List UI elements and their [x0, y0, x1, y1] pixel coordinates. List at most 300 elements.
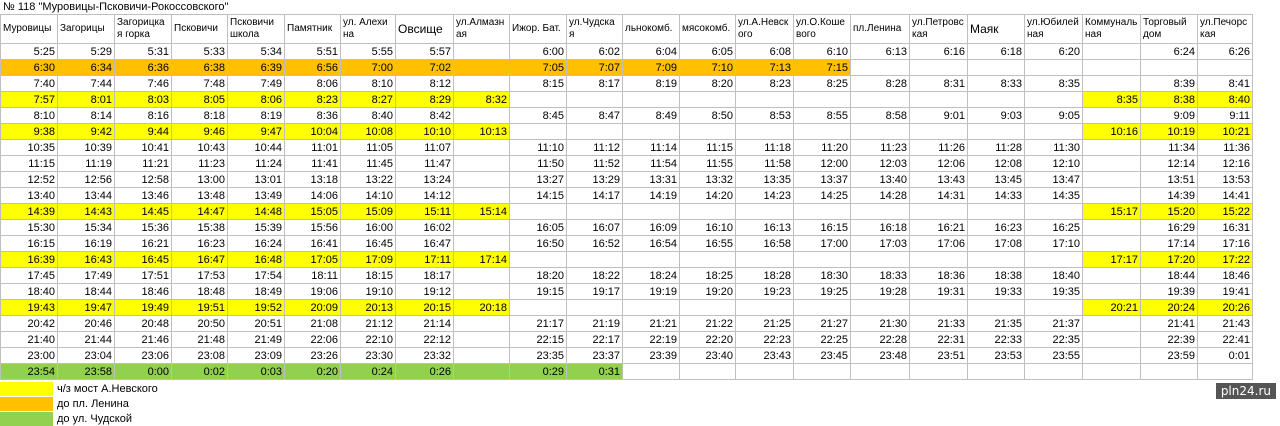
time-cell: 20:46 [58, 316, 115, 332]
time-cell [1025, 92, 1083, 108]
time-cell: 8:23 [736, 76, 794, 92]
time-cell [794, 300, 851, 316]
time-cell: 13:24 [396, 172, 454, 188]
time-cell: 7:07 [567, 60, 623, 76]
time-cell: 6:08 [736, 44, 794, 60]
time-cell: 8:25 [794, 76, 851, 92]
time-cell: 19:39 [1141, 284, 1198, 300]
time-cell: 8:41 [1198, 76, 1253, 92]
table-row [1, 332, 1253, 348]
time-cell [1141, 364, 1198, 380]
page-title: № 118 "Муровицы-Псковичи-Рокоссовского" [3, 1, 229, 13]
time-cell: 10:04 [285, 124, 341, 140]
time-cell: 16:25 [1025, 220, 1083, 236]
time-cell: 22:12 [396, 332, 454, 348]
time-cell: 23:39 [623, 348, 680, 364]
column-header: Маяк [968, 15, 1025, 44]
time-cell: 6:18 [968, 44, 1025, 60]
time-cell: 17:54 [228, 268, 285, 284]
time-cell: 17:49 [58, 268, 115, 284]
time-cell: 20:51 [228, 316, 285, 332]
column-header: Псковичи школа [228, 15, 285, 44]
time-cell [968, 60, 1025, 76]
time-cell [567, 92, 623, 108]
time-cell: 16:21 [910, 220, 968, 236]
time-cell: 18:24 [623, 268, 680, 284]
time-cell [1141, 60, 1198, 76]
time-cell: 15:36 [115, 220, 172, 236]
time-cell: 16:47 [396, 236, 454, 252]
time-cell: 23:30 [341, 348, 396, 364]
time-cell [1083, 156, 1141, 172]
time-cell: 13:44 [58, 188, 115, 204]
time-cell: 8:17 [567, 76, 623, 92]
time-cell: 18:25 [680, 268, 736, 284]
time-cell: 11:30 [1025, 140, 1083, 156]
table-row [1, 284, 1253, 300]
time-cell: 7:49 [228, 76, 285, 92]
time-cell: 10:43 [172, 140, 228, 156]
time-cell: 22:17 [567, 332, 623, 348]
time-cell: 11:15 [1, 156, 58, 172]
time-cell: 12:00 [794, 156, 851, 172]
time-cell: 8:10 [341, 76, 396, 92]
time-cell: 22:39 [1141, 332, 1198, 348]
time-cell: 5:25 [1, 44, 58, 60]
time-cell: 23:55 [1025, 348, 1083, 364]
time-cell: 11:05 [341, 140, 396, 156]
time-cell: 21:35 [968, 316, 1025, 332]
time-cell: 6:38 [172, 60, 228, 76]
time-cell [1083, 332, 1141, 348]
time-cell: 5:31 [115, 44, 172, 60]
time-cell: 14:25 [794, 188, 851, 204]
time-cell: 5:57 [396, 44, 454, 60]
time-cell: 21:43 [1198, 316, 1253, 332]
time-cell: 11:45 [341, 156, 396, 172]
time-cell: 6:04 [623, 44, 680, 60]
time-cell: 10:35 [1, 140, 58, 156]
time-cell [1025, 204, 1083, 220]
time-cell: 14:41 [1198, 188, 1253, 204]
time-cell: 18:33 [851, 268, 910, 284]
time-cell: 11:50 [510, 156, 567, 172]
time-cell: 16:23 [172, 236, 228, 252]
time-cell: 8:12 [396, 76, 454, 92]
time-cell [968, 300, 1025, 316]
time-cell: 14:15 [510, 188, 567, 204]
time-cell: 18:46 [115, 284, 172, 300]
legend-label: до ул. Чудской [57, 413, 132, 425]
time-cell: 22:15 [510, 332, 567, 348]
time-cell: 16:10 [680, 220, 736, 236]
time-cell [623, 204, 680, 220]
time-cell: 13:40 [1, 188, 58, 204]
column-header: Муровицы [1, 15, 58, 44]
column-header: ул.А.Невского [736, 15, 794, 44]
time-cell: 13:29 [567, 172, 623, 188]
time-cell: 7:15 [794, 60, 851, 76]
time-cell [1025, 124, 1083, 140]
time-cell: 8:05 [172, 92, 228, 108]
time-cell: 9:05 [1025, 108, 1083, 124]
time-cell: 12:16 [1198, 156, 1253, 172]
column-header: Загорицкая горка [115, 15, 172, 44]
time-cell [851, 204, 910, 220]
time-cell [794, 92, 851, 108]
legend-label: ч/з мост А.Невского [57, 383, 158, 395]
time-cell: 18:38 [968, 268, 1025, 284]
time-cell: 8:27 [341, 92, 396, 108]
time-cell [794, 252, 851, 268]
time-cell [454, 156, 510, 172]
column-header: ул.Алмазная [454, 15, 510, 44]
time-cell: 22:06 [285, 332, 341, 348]
table-row [1, 188, 1253, 204]
time-cell [1083, 316, 1141, 332]
time-cell: 8:42 [396, 108, 454, 124]
time-cell: 12:03 [851, 156, 910, 172]
time-cell: 18:20 [510, 268, 567, 284]
time-cell: 6:02 [567, 44, 623, 60]
time-cell: 22:23 [736, 332, 794, 348]
time-cell: 7:40 [1, 76, 58, 92]
time-cell [968, 204, 1025, 220]
time-cell: 6:30 [1, 60, 58, 76]
table-row [1, 76, 1253, 92]
time-cell: 21:33 [910, 316, 968, 332]
time-cell: 11:20 [794, 140, 851, 156]
time-cell: 21:44 [58, 332, 115, 348]
table-row [1, 204, 1253, 220]
time-cell [1025, 60, 1083, 76]
time-cell [510, 92, 567, 108]
time-cell: 15:11 [396, 204, 454, 220]
time-cell: 16:24 [228, 236, 285, 252]
time-cell: 21:46 [115, 332, 172, 348]
time-cell: 22:35 [1025, 332, 1083, 348]
time-cell: 7:13 [736, 60, 794, 76]
time-cell [623, 252, 680, 268]
time-cell: 16:02 [396, 220, 454, 236]
time-cell: 21:30 [851, 316, 910, 332]
time-cell [454, 332, 510, 348]
time-cell: 19:17 [567, 284, 623, 300]
time-cell: 19:19 [623, 284, 680, 300]
time-cell: 8:58 [851, 108, 910, 124]
time-cell: 14:23 [736, 188, 794, 204]
time-cell: 6:34 [58, 60, 115, 76]
time-cell: 13:45 [968, 172, 1025, 188]
time-cell: 23:09 [228, 348, 285, 364]
time-cell [680, 364, 736, 380]
time-cell [1083, 172, 1141, 188]
time-cell: 10:10 [396, 124, 454, 140]
time-cell: 16:15 [794, 220, 851, 236]
time-cell: 9:01 [910, 108, 968, 124]
time-cell: 15:30 [1, 220, 58, 236]
column-header: Коммунальная [1083, 15, 1141, 44]
time-cell [454, 220, 510, 236]
table-row [1, 156, 1253, 172]
time-cell [567, 252, 623, 268]
column-header: Загорицы [58, 15, 115, 44]
time-cell: 11:18 [736, 140, 794, 156]
time-cell: 15:34 [58, 220, 115, 236]
time-cell: 6:00 [510, 44, 567, 60]
time-cell: 19:15 [510, 284, 567, 300]
time-cell: 12:52 [1, 172, 58, 188]
time-cell: 9:42 [58, 124, 115, 140]
time-cell [510, 124, 567, 140]
time-cell: 18:44 [1141, 268, 1198, 284]
time-cell: 8:33 [968, 76, 1025, 92]
time-cell: 17:51 [115, 268, 172, 284]
time-cell [910, 204, 968, 220]
time-cell: 13:47 [1025, 172, 1083, 188]
time-cell: 13:49 [228, 188, 285, 204]
table-row [1, 268, 1253, 284]
table-row [1, 220, 1253, 236]
time-cell: 19:51 [172, 300, 228, 316]
time-cell: 16:18 [851, 220, 910, 236]
time-cell: 8:50 [680, 108, 736, 124]
table-row [1, 44, 1253, 60]
time-cell [1083, 364, 1141, 380]
legend-item [0, 412, 250, 426]
time-cell: 13:43 [910, 172, 968, 188]
time-cell: 0:20 [285, 364, 341, 380]
time-cell: 21:17 [510, 316, 567, 332]
time-cell: 18:17 [396, 268, 454, 284]
time-cell: 19:52 [228, 300, 285, 316]
time-cell: 7:10 [680, 60, 736, 76]
time-cell: 23:06 [115, 348, 172, 364]
time-cell: 18:49 [228, 284, 285, 300]
time-cell: 15:22 [1198, 204, 1253, 220]
time-cell: 19:43 [1, 300, 58, 316]
time-cell: 6:20 [1025, 44, 1083, 60]
time-cell: 15:14 [454, 204, 510, 220]
time-cell: 15:39 [228, 220, 285, 236]
time-cell: 22:10 [341, 332, 396, 348]
time-cell [1083, 268, 1141, 284]
time-cell: 14:33 [968, 188, 1025, 204]
time-cell [851, 60, 910, 76]
column-header: Псковичи [172, 15, 228, 44]
time-cell: 23:00 [1, 348, 58, 364]
time-cell: 10:19 [1141, 124, 1198, 140]
time-cell [567, 204, 623, 220]
time-cell: 13:00 [172, 172, 228, 188]
time-cell: 18:11 [285, 268, 341, 284]
time-cell: 13:53 [1198, 172, 1253, 188]
time-cell: 11:10 [510, 140, 567, 156]
time-cell [794, 124, 851, 140]
time-cell [736, 252, 794, 268]
time-cell: 11:14 [623, 140, 680, 156]
time-cell: 8:49 [623, 108, 680, 124]
time-cell: 17:08 [968, 236, 1025, 252]
time-cell [454, 268, 510, 284]
time-cell [1083, 220, 1141, 236]
time-cell [968, 92, 1025, 108]
time-cell: 16:19 [58, 236, 115, 252]
time-cell: 23:43 [736, 348, 794, 364]
time-cell: 13:01 [228, 172, 285, 188]
time-cell: 16:48 [228, 252, 285, 268]
time-cell: 21:19 [567, 316, 623, 332]
time-cell: 0:29 [510, 364, 567, 380]
time-cell: 11:34 [1141, 140, 1198, 156]
time-cell: 16:47 [172, 252, 228, 268]
time-cell: 11:36 [1198, 140, 1253, 156]
time-cell: 17:05 [285, 252, 341, 268]
time-cell: 5:34 [228, 44, 285, 60]
time-cell [680, 252, 736, 268]
time-cell: 14:43 [58, 204, 115, 220]
time-cell: 6:56 [285, 60, 341, 76]
time-cell: 15:56 [285, 220, 341, 236]
column-header: льнокомб. [623, 15, 680, 44]
time-cell [1083, 284, 1141, 300]
time-cell [623, 300, 680, 316]
time-cell [454, 316, 510, 332]
time-cell: 12:56 [58, 172, 115, 188]
time-cell [454, 188, 510, 204]
time-cell: 0:26 [396, 364, 454, 380]
time-cell [1083, 236, 1141, 252]
time-cell: 8:16 [115, 108, 172, 124]
time-cell: 17:22 [1198, 252, 1253, 268]
time-cell [1025, 364, 1083, 380]
time-cell: 8:01 [58, 92, 115, 108]
time-cell: 12:08 [968, 156, 1025, 172]
time-cell: 8:28 [851, 76, 910, 92]
time-cell: 23:35 [510, 348, 567, 364]
time-cell: 11:15 [680, 140, 736, 156]
time-cell: 18:28 [736, 268, 794, 284]
time-cell: 20:09 [285, 300, 341, 316]
time-cell: 18:36 [910, 268, 968, 284]
time-cell: 7:44 [58, 76, 115, 92]
time-cell: 8:40 [341, 108, 396, 124]
time-cell: 13:31 [623, 172, 680, 188]
time-cell: 19:20 [680, 284, 736, 300]
time-cell [454, 44, 510, 60]
time-cell [736, 124, 794, 140]
time-cell: 17:16 [1198, 236, 1253, 252]
column-header: Ижор. Бат. [510, 15, 567, 44]
time-cell: 17:45 [1, 268, 58, 284]
time-cell: 12:06 [910, 156, 968, 172]
time-cell: 0:02 [172, 364, 228, 380]
time-cell: 11:58 [736, 156, 794, 172]
time-cell: 8:40 [1198, 92, 1253, 108]
time-cell: 7:05 [510, 60, 567, 76]
time-cell: 10:39 [58, 140, 115, 156]
time-cell: 14:20 [680, 188, 736, 204]
time-cell: 0:03 [228, 364, 285, 380]
time-cell: 16:21 [115, 236, 172, 252]
time-cell: 11:52 [567, 156, 623, 172]
time-cell [623, 92, 680, 108]
time-cell: 7:00 [341, 60, 396, 76]
time-cell: 22:20 [680, 332, 736, 348]
time-cell: 21:14 [396, 316, 454, 332]
time-cell [623, 124, 680, 140]
time-cell: 8:32 [454, 92, 510, 108]
time-cell [454, 172, 510, 188]
time-cell [851, 364, 910, 380]
time-cell: 8:31 [910, 76, 968, 92]
time-cell: 22:25 [794, 332, 851, 348]
time-cell: 17:03 [851, 236, 910, 252]
time-cell [454, 108, 510, 124]
time-cell [510, 204, 567, 220]
time-cell [736, 204, 794, 220]
time-cell [510, 300, 567, 316]
time-cell [1198, 60, 1253, 76]
time-cell: 15:38 [172, 220, 228, 236]
column-header: Торговый дом [1141, 15, 1198, 44]
time-cell [567, 300, 623, 316]
time-cell: 15:09 [341, 204, 396, 220]
time-cell: 15:05 [285, 204, 341, 220]
time-cell: 14:45 [115, 204, 172, 220]
time-cell: 18:40 [1025, 268, 1083, 284]
time-cell [736, 92, 794, 108]
time-cell: 6:36 [115, 60, 172, 76]
time-cell: 21:21 [623, 316, 680, 332]
time-cell: 0:31 [567, 364, 623, 380]
time-cell: 7:57 [1, 92, 58, 108]
time-cell: 19:35 [1025, 284, 1083, 300]
time-cell: 18:48 [172, 284, 228, 300]
time-cell: 15:17 [1083, 204, 1141, 220]
time-cell: 14:47 [172, 204, 228, 220]
time-cell: 8:23 [285, 92, 341, 108]
time-cell: 13:22 [341, 172, 396, 188]
time-cell: 23:08 [172, 348, 228, 364]
time-cell: 7:46 [115, 76, 172, 92]
time-cell [1025, 300, 1083, 316]
time-cell [910, 124, 968, 140]
time-cell: 21:37 [1025, 316, 1083, 332]
time-cell: 18:15 [341, 268, 396, 284]
time-cell: 16:45 [115, 252, 172, 268]
table-row [1, 172, 1253, 188]
time-cell: 8:19 [228, 108, 285, 124]
time-cell: 23:37 [567, 348, 623, 364]
time-cell: 21:22 [680, 316, 736, 332]
time-cell: 8:20 [680, 76, 736, 92]
time-cell: 15:20 [1141, 204, 1198, 220]
time-cell: 16:15 [1, 236, 58, 252]
time-cell [1025, 252, 1083, 268]
time-cell: 8:15 [510, 76, 567, 92]
time-cell: 20:42 [1, 316, 58, 332]
time-cell: 7:48 [172, 76, 228, 92]
column-header: ул. Алехина [341, 15, 396, 44]
time-cell: 11:47 [396, 156, 454, 172]
column-header: Овсище [396, 15, 454, 44]
time-cell: 7:09 [623, 60, 680, 76]
legend-item [0, 397, 250, 411]
time-cell: 14:39 [1, 204, 58, 220]
time-cell: 16:39 [1, 252, 58, 268]
time-cell: 19:41 [1198, 284, 1253, 300]
